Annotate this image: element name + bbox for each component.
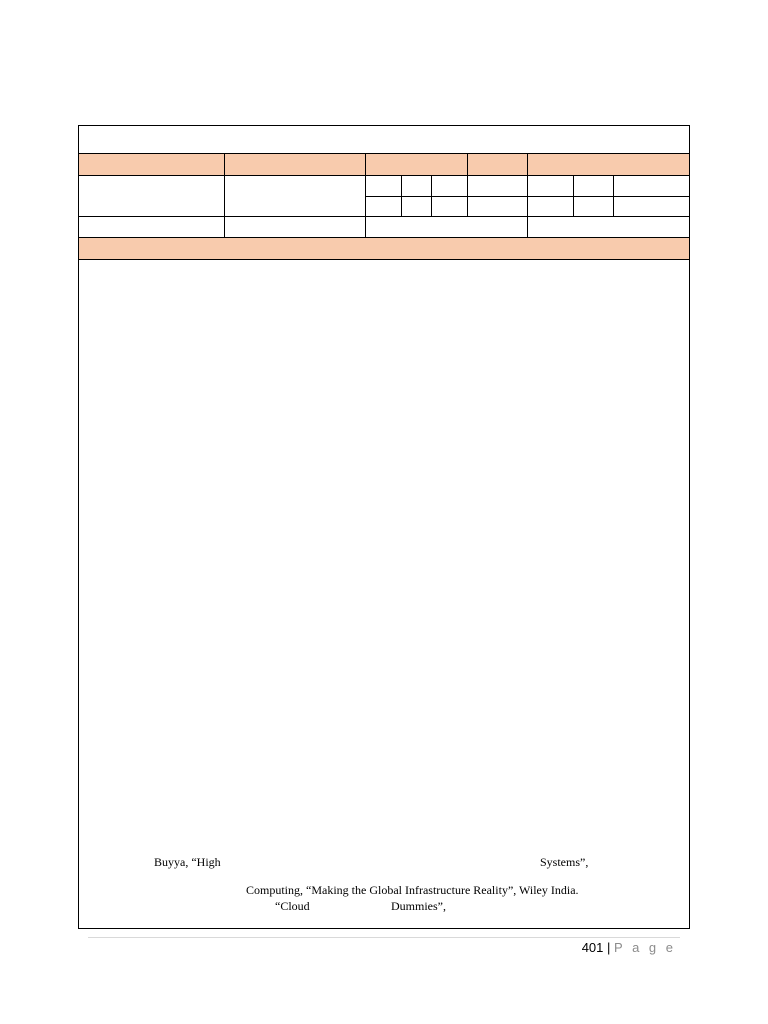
- reference-title-end: Dummies”,: [391, 899, 446, 913]
- table-rule: [79, 237, 689, 238]
- table-rule: [573, 175, 574, 217]
- reference-title-end: Systems”,: [540, 855, 589, 869]
- reference-title-start: “Cloud: [275, 899, 310, 913]
- table-rule: [613, 175, 614, 217]
- reference-line: Computing, “Making the Global Infrastructure Reality”, Wiley India.: [246, 883, 579, 897]
- section-header-band: [79, 238, 689, 259]
- table-rule: [401, 175, 402, 217]
- table-rule: [79, 259, 689, 260]
- table-rule: [527, 153, 528, 238]
- table-header-band: [79, 154, 689, 175]
- page-number: [582, 938, 676, 958]
- table-rule: [431, 175, 432, 217]
- syllabus-table: [78, 125, 690, 929]
- table-rule: [467, 153, 468, 217]
- page-label: P a g e: [614, 940, 676, 955]
- table-rule: [79, 153, 689, 154]
- page-number-value: 401: [581, 940, 604, 955]
- table-rule: [79, 175, 689, 176]
- table-rule: [79, 216, 689, 217]
- reference-author: Buyya, “High: [154, 855, 221, 869]
- page-number-separator: |: [607, 940, 611, 955]
- table-rule: [365, 153, 366, 238]
- table-rule: [224, 153, 225, 238]
